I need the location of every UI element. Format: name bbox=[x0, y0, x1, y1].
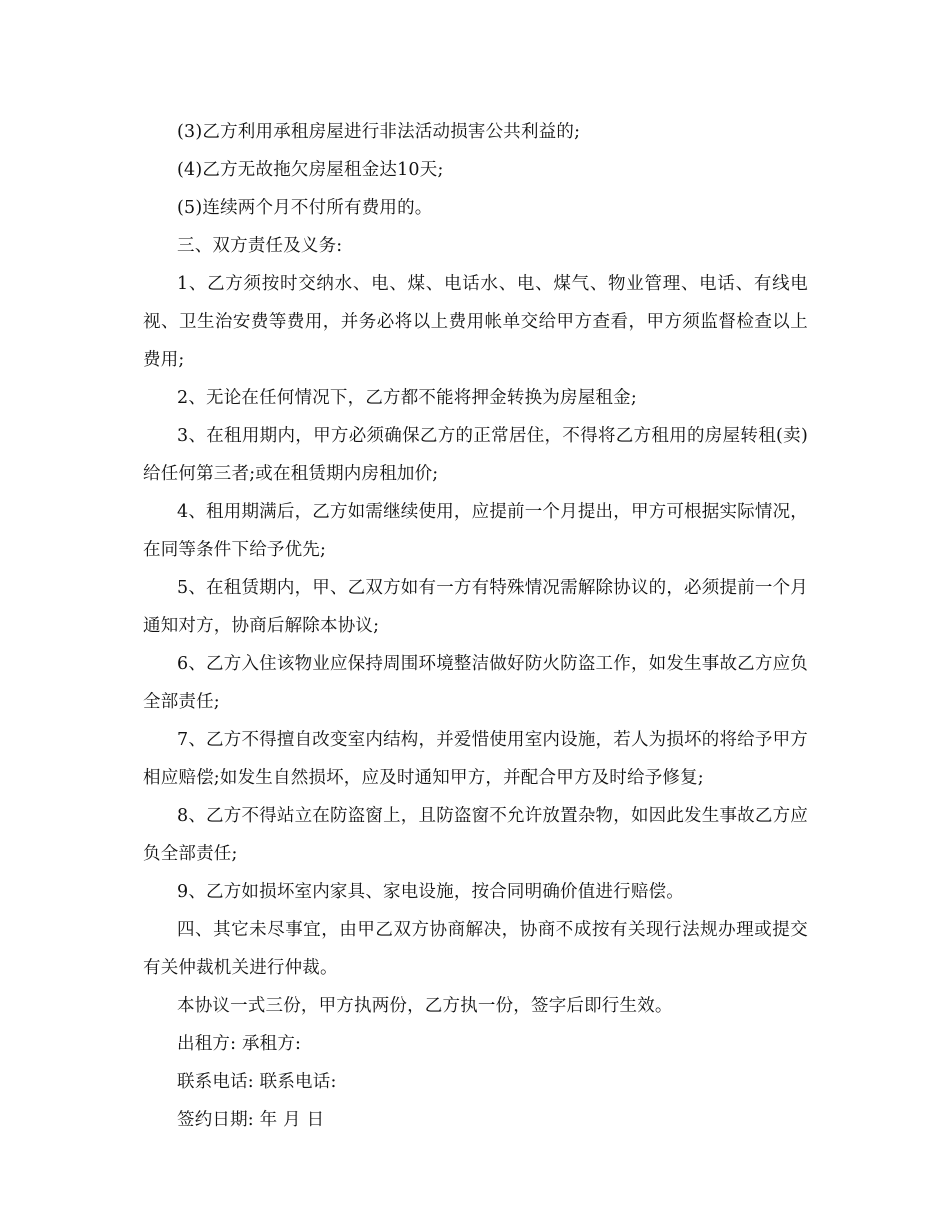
signature-phones: 联系电话: 联系电话: bbox=[177, 1072, 337, 1092]
clause-4-rent-arrears: (4)乙方无故拖欠房屋租金达10天; bbox=[177, 160, 444, 180]
clause-3-illegal-activity: (3)乙方利用承租房屋进行非法活动损害公共利益的; bbox=[177, 122, 581, 142]
duty-6-safety: 6、乙方入住该物业应保持周围环境整洁做好防火防盗工作，如发生事故乙方应负全部责任; bbox=[143, 654, 808, 712]
section-heading-responsibilities: 三、双方责任及义务: bbox=[177, 236, 343, 256]
duty-4-renewal: 4、租用期满后，乙方如需继续使用，应提前一个月提出，甲方可根据实际情况，在同等条件下给予优先; bbox=[143, 502, 808, 560]
signature-date: 签约日期: 年 月 日 bbox=[177, 1110, 325, 1130]
document-body bbox=[143, 113, 808, 1139]
duty-2-deposit: 2、无论在任何情况下，乙方都不能将押金转换为房屋租金; bbox=[177, 388, 637, 408]
duty-9-damage: 9、乙方如损坏室内家具、家电设施，按合同明确价值进行赔偿。 bbox=[177, 882, 684, 902]
duty-8-window: 8、乙方不得站立在防盗窗上，且防盗窗不允许放置杂物，如因此发生事故乙方应负全部责任; bbox=[143, 806, 808, 864]
duty-1-fees: 1、乙方须按时交纳水、电、煤、电话水、电、煤气、物业管理、电话、有线电视、卫生治安费等费用，并务必将以上费用帐单交给甲方查看，甲方须监督检查以上费用; bbox=[143, 274, 808, 370]
clause-5-unpaid-fees: (5)连续两个月不付所有费用的。 bbox=[177, 198, 433, 218]
duty-3-sublet: 3、在租用期内，甲方必须确保乙方的正常居住，不得将乙方租用的房屋转租(卖)给任何第三者;或在租赁期内房租加价; bbox=[143, 426, 808, 484]
signature-parties: 出租方: 承租方: bbox=[177, 1034, 302, 1054]
duty-5-termination: 5、在租赁期内，甲、乙双方如有一方有特殊情况需解除协议的，必须提前一个月通知对方，协商后解除本协议; bbox=[143, 578, 808, 636]
copies-statement: 本协议一式三份，甲方执两份，乙方执一份，签字后即行生效。 bbox=[177, 996, 673, 1016]
section-heading-other-matters: 四、其它未尽事宜，由甲乙双方协商解决，协商不成按有关现行法规办理或提交有关仲裁机关进行仲裁。 bbox=[143, 920, 808, 978]
duty-7-structure: 7、乙方不得擅自改变室内结构，并爱惜使用室内设施，若人为损坏的将给予甲方相应赔偿;如发生自然损坏，应及时通知甲方，并配合甲方及时给予修复; bbox=[143, 730, 808, 788]
